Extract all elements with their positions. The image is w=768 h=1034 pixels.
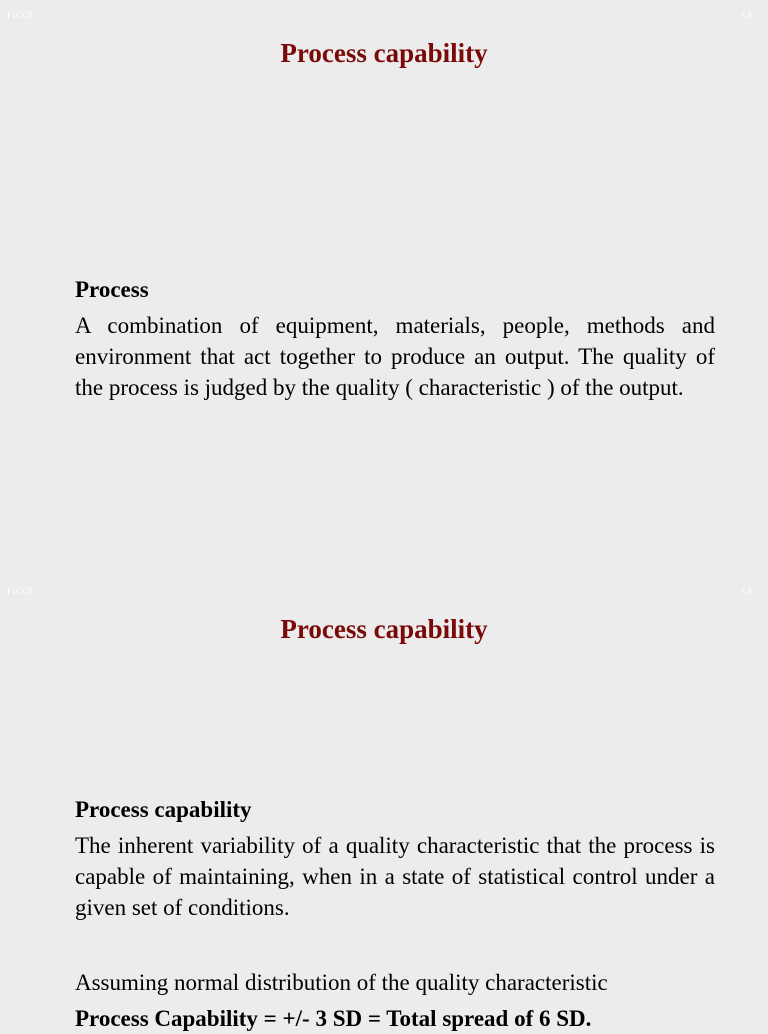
capability-formula: Process Capability = +/- 3 SD = Total spread of 6 SD. [75,1006,592,1031]
ce-logo-text: CE [741,586,754,596]
spacer [75,923,715,967]
ce-logo-text: CE [741,10,754,20]
assumption-note: Assuming normal distribution of the quality characteristic [75,970,608,995]
definition-paragraph: A combination of equipment, materials, people, methods and environment that act together to produce an output. The quality of the process is judged by the quality ( characteristic ) of the output. [75,313,715,400]
slide-2 [0,576,768,1031]
section-heading: Process capability [75,797,252,822]
slide-title: Process capability [280,38,488,68]
slide-title: Process capability [280,614,488,644]
slide-body [75,794,715,1034]
slide-body [75,274,715,403]
ficci-logo-text: FICCI [7,586,33,596]
ficci-logo-text: FICCI [7,10,33,20]
section-heading: Process [75,277,149,302]
definition-paragraph: The inherent variability of a quality characteristic that the process is capable of maintaining, when in a state of statistical control under a given set of conditions. [75,833,715,920]
